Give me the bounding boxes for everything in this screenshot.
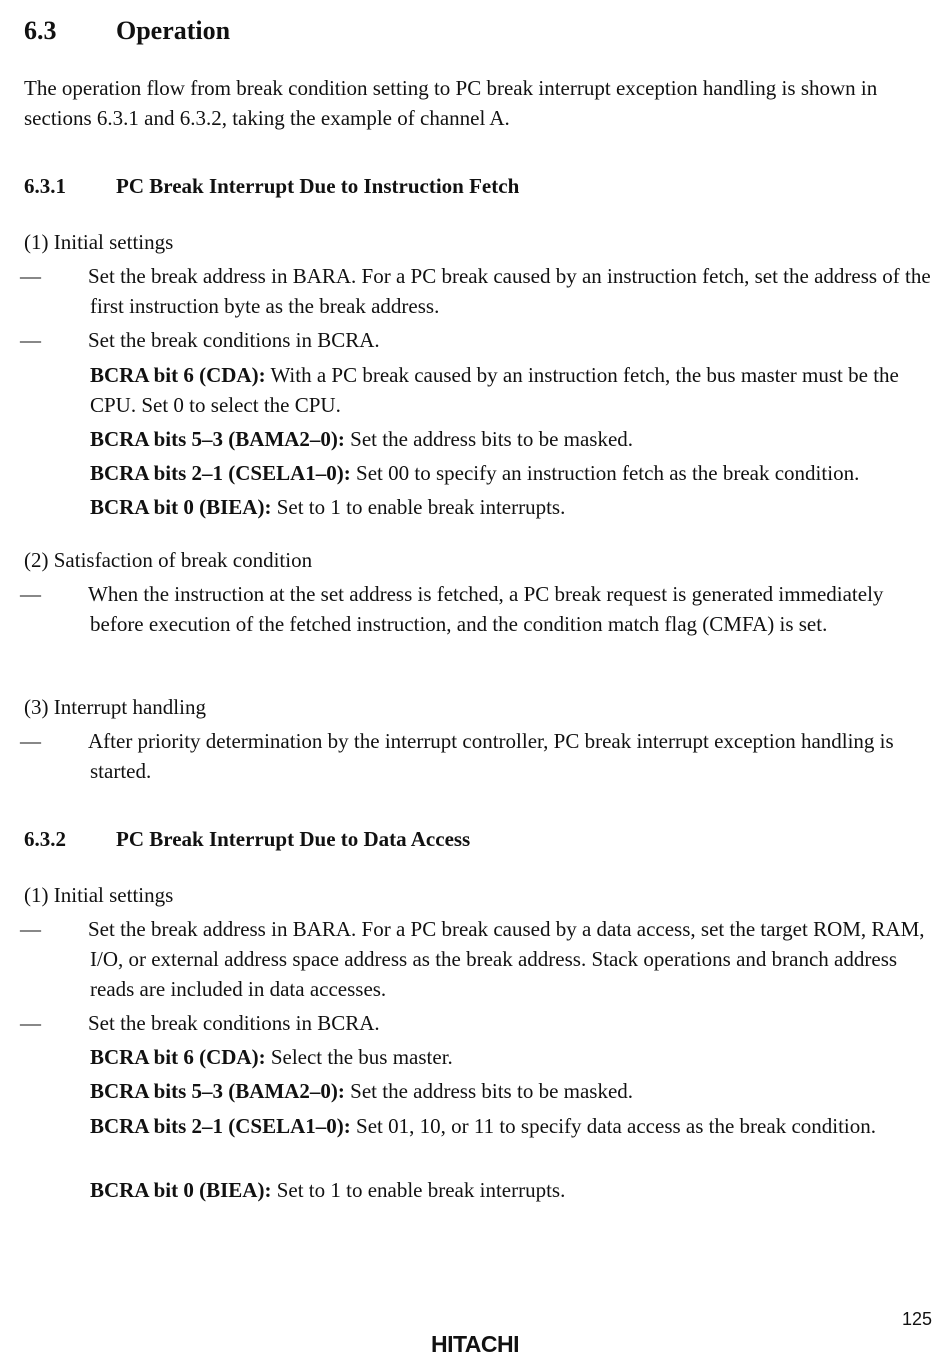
subsection-number: 6.3.2 — [24, 827, 66, 851]
bullet-item — [20, 1008, 935, 1038]
bit-description: Set to 1 to enable break interrupts. — [271, 1178, 566, 1202]
step-heading-initial-settings: (1) Initial settings — [24, 883, 174, 907]
bullet-text: Set the break address in BARA. For a PC break caused by an instruction fetch, set the address of the first instruction byte as the break address. — [88, 264, 931, 318]
bullet-item — [20, 325, 935, 355]
bit-label: BCRA bits 5–3 (BAMA2–0): — [90, 1079, 345, 1103]
step-heading-initial-settings: (1) Initial settings — [24, 230, 174, 254]
register-bit-item — [90, 492, 940, 522]
bit-description: Set the address bits to be masked. — [344, 1079, 634, 1103]
subsection-title-text: PC Break Interrupt Due to Data Access — [116, 827, 471, 851]
bullet-item — [20, 914, 935, 1004]
step-heading-interrupt-handling: (3) Interrupt handling — [24, 695, 206, 719]
bit-label: BCRA bit 6 (CDA): — [90, 363, 266, 387]
bit-label: BCRA bit 0 (BIEA): — [90, 1178, 272, 1202]
dash-bullet: — — [20, 917, 41, 941]
bullet-text: After priority determination by the interrupt controller, PC break interrupt exception handling is started. — [88, 729, 894, 783]
bit-description: Set to 1 to enable break interrupts. — [271, 495, 566, 519]
bit-description: Set 01, 10, or 11 to specify data access as the break condition. — [350, 1114, 877, 1138]
step-heading-satisfaction: (2) Satisfaction of break condition — [24, 548, 313, 572]
register-bit-item — [90, 424, 940, 454]
dash-bullet: — — [20, 729, 41, 753]
bullet-text: Set the break address in BARA. For a PC break caused by a data access, set the target ROM, RAM, I/O, or external address space address as the break address. Stack operations and branch address reads are included in data accesses. — [88, 917, 925, 1001]
section-number: 6.3 — [24, 16, 57, 45]
register-bit-item — [90, 360, 940, 420]
register-bit-item — [90, 1042, 940, 1072]
bullet-item — [20, 579, 935, 639]
subsection-title-632 — [24, 824, 470, 854]
bit-label: BCRA bit 6 (CDA): — [90, 1045, 266, 1069]
bit-description: Set the address bits to be masked. — [344, 427, 634, 451]
section-title-text: Operation — [116, 16, 231, 45]
dash-bullet: — — [20, 264, 41, 288]
register-bit-item — [90, 1076, 940, 1106]
bullet-text: Set the break conditions in BCRA. — [88, 1011, 380, 1035]
page-number: 125 — [901, 1309, 932, 1329]
section-title — [24, 14, 230, 48]
dash-bullet: — — [20, 1011, 41, 1035]
bullet-item — [20, 261, 935, 321]
subsection-title-631 — [24, 171, 519, 201]
bullet-item — [20, 726, 935, 786]
section-intro: The operation flow from break condition setting to PC break interrupt exception handling is shown in sections 6.3.1 and 6.3.2, taking the example of channel A. — [24, 76, 878, 130]
bit-label: BCRA bit 0 (BIEA): — [90, 495, 272, 519]
hitachi-logo: HITACHI — [430, 1331, 520, 1357]
dash-bullet: — — [20, 582, 41, 606]
bit-label: BCRA bits 2–1 (CSELA1–0): — [90, 461, 351, 485]
subsection-number: 6.3.1 — [24, 174, 66, 198]
register-bit-item — [90, 458, 950, 488]
bit-description: Select the bus master. — [265, 1045, 453, 1069]
bullet-text: Set the break conditions in BCRA. — [88, 328, 380, 352]
register-bit-item — [90, 1175, 940, 1205]
bit-label: BCRA bits 5–3 (BAMA2–0): — [90, 427, 345, 451]
bullet-text: When the instruction at the set address is fetched, a PC break request is generated immediately before execution of the fetched instruction, and the condition match flag (CMFA) is set. — [88, 582, 884, 636]
bit-description: With a PC break caused by an instruction fetch, the bus master must be the CPU. Set 0 to select the CPU. — [90, 363, 899, 417]
bit-description: Set 00 to specify an instruction fetch as the break condition. — [350, 461, 860, 485]
bit-label: BCRA bits 2–1 (CSELA1–0): — [90, 1114, 351, 1138]
register-bit-item — [90, 1111, 880, 1141]
subsection-title-text: PC Break Interrupt Due to Instruction Fetch — [116, 174, 520, 198]
dash-bullet: — — [20, 328, 41, 352]
